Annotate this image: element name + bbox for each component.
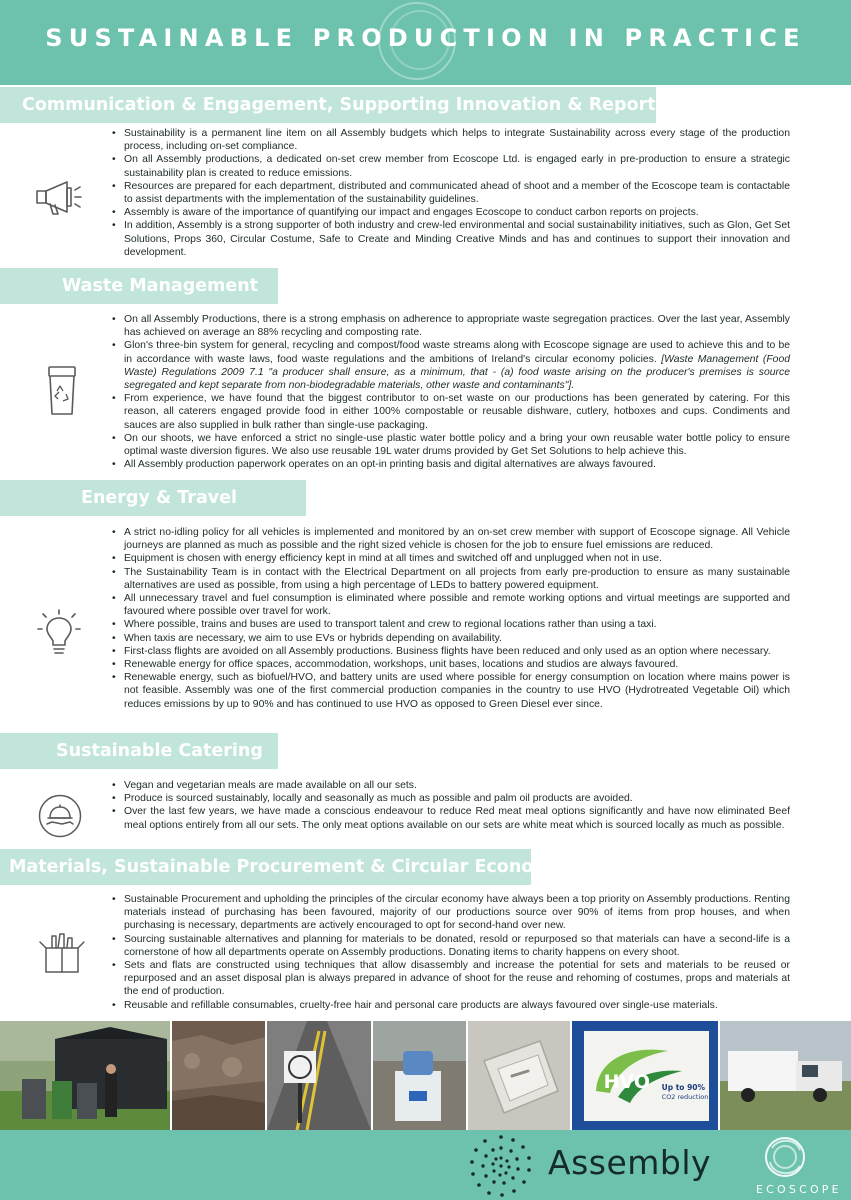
section-heading-catering: Sustainable Catering xyxy=(0,733,278,769)
list-item: • Reusable and refillable consumables, cruelty-free hair and personal care products are always favoured over single-use materials. xyxy=(110,999,790,1012)
assembly-logo-icon xyxy=(466,1132,536,1200)
list-item: • Sets and flats are constructed using techniques that allow disassembly and increase the potential for sets and materials to be reused or repurposed and an asset disposal plan is always prepared in advance of shoot for the reuse and rehoming of costumes, props and materials at the end of production. xyxy=(110,959,790,999)
list-item: • A strict no-idling policy for all vehicles is implemented and monitored by an on-set crew member with support of Ecoscope signage. All Vehicle journeys are planned as much as possible and the right sized vehicle is chosen for the job to ensure fuel emissions are reduced. xyxy=(110,526,790,552)
list-item: • When taxis are necessary, we aim to use EVs or hybrids depending on availability. xyxy=(110,632,790,645)
section-body-communication xyxy=(110,127,790,259)
cloche-icon xyxy=(38,794,82,838)
list-item: • Where possible, trains and buses are used to transport talent and crew to regional locations rather than using a taxi. xyxy=(110,618,790,631)
section-heading-waste: Waste Management xyxy=(0,268,278,304)
page-title: SUSTAINABLE PRODUCTION IN PRACTICE xyxy=(45,24,806,52)
ecoscope-logo-icon xyxy=(762,1134,808,1180)
box-icon xyxy=(38,930,86,974)
section-body-materials xyxy=(110,893,790,1012)
ecoscope-logo-text: ECOSCOPE xyxy=(756,1183,842,1196)
list-item: • Assembly is aware of the importance of quantifying our impact and engages Ecoscope to conduct carbon reports on projects. xyxy=(110,206,790,219)
photo-strip xyxy=(0,1021,851,1130)
list-item: • Vegan and vegetarian meals are made available on all our sets. xyxy=(110,779,790,792)
list-item: • Renewable energy for office spaces, accommodation, workshops, unit bases, locations and studios are always favoured. xyxy=(110,658,790,671)
section-body-energy xyxy=(110,526,790,711)
list-item: • Renewable energy, such as biofuel/HVO, and battery units are used where possible for energy consumption on location where mains power is not feasible. Assembly was one of the first commercial production companies in the country to use HVO (Hydrotreated Vegetable Oil) which reduces emissions by up to 90% and has continued to use HVO as opposed to Green Diesel ever since. xyxy=(110,671,790,711)
list-item: • Produce is sourced sustainably, locally and seasonally as much as possible and palm oil products are avoided. xyxy=(110,792,790,805)
footer-band xyxy=(0,1130,851,1200)
photo-bins-tent xyxy=(0,1021,170,1130)
hvo-reduction-text: Up to 90% xyxy=(661,1083,706,1092)
list-item: • From experience, we have found that the biggest contributor to on-set waste on our productions has been generated by catering. For this reason, all caterers engaged provide food in either 100% compostable or reusable dishware, cutlery, hotboxes and cups. Condiments and sauces are also supplied in bulk rather than single-use packaging. xyxy=(110,392,790,432)
section-heading-communication: Communication & Engagement, Supporting Innovation & Reporting xyxy=(0,87,656,123)
list-item: • On all Assembly productions, a dedicated on-set crew member from Ecoscope Ltd. is engaged early in pre-production to ensure a strategic sustainability plan is created to reduce emissions. xyxy=(110,153,790,179)
list-item: • Sustainable Procurement and upholding the principles of the circular economy have always been a top priority on Assembly productions. Renting materials instead of purchasing has been favoured, majority of our productions source over 90% of items from prop houses, and when purchasing is necessary, departments are actively encouraged to opt for second-hand over new. xyxy=(110,893,790,933)
list-item: • Over the last few years, we have made a conscious endeavour to reduce Red meat meal options significantly and have now eliminated Beef meal options entirely from all our sets. The only meat options available on our sets are white meat which is sourced locally as much as possible. xyxy=(110,805,790,831)
regulation-quote: [Waste Management (Food Waste) Regulations 2009 7.1 "a producer shall ensure, as a minimum, that - (a) food waste arising on the producer's premises is source segregated and kept separate from non-biodegradable materials, other waste and contaminants"]. xyxy=(124,353,790,392)
list-item: • Equipment is chosen with energy efficiency kept in mind at all times and switched off and unplugged when not in use. xyxy=(110,552,790,565)
list-item: • The Sustainability Team is in contact with the Electrical Department on all projects from early pre-production to ensure as many sustainable alternatives are used as possible, from using a high percentage of LEDs to battery powered equipment. xyxy=(110,566,790,592)
assembly-logo-text: Assembly xyxy=(548,1143,712,1182)
recycling-bin-icon xyxy=(46,364,78,416)
list-item: • All Assembly production paperwork operates on an opt-in printing basis and digital alternatives are always favoured. xyxy=(110,458,790,471)
list-item: • In addition, Assembly is a strong supporter of both industry and crew-led environmental and social sustainability initiatives, such as Glon, Get Set Solutions, Props 360, Circular Costume, Safe to Create and Minding Creative Minds and has and continues to support their innovation and development. xyxy=(110,219,790,259)
photo-no-idling-sign xyxy=(267,1021,371,1130)
section-body-waste xyxy=(110,313,790,471)
list-item: • Resources are prepared for each department, distributed and communicated ahead of shoot and a member of the Ecoscope team is contactable to assist departments with the implementation of the sustainability guidelines. xyxy=(110,180,790,206)
list-item-text: Glon's three-bin system for general, recycling and compost/food waste streams along with Ecoscope signage are used to achieve this and to be in accordance with waste laws, food waste regulations and the ambitions of Ireland's circular economy policies. xyxy=(124,340,790,365)
list-item: • All unnecessary travel and fuel consumption is eliminated where possible and remote working options and virtual meetings are supported and favoured where possible over travel for work. xyxy=(110,592,790,618)
lightbulb-icon xyxy=(37,608,81,658)
section-heading-energy: Energy & Travel xyxy=(0,480,306,516)
list-item: • Sustainability is a permanent line item on all Assembly budgets which helps to integrate Sustainability across every stage of the production process, including on-set compliance. xyxy=(110,127,790,153)
header-band xyxy=(0,0,851,85)
photo-water-drum xyxy=(373,1021,466,1130)
hvo-label: HVO xyxy=(603,1071,651,1093)
list-item: • On our shoots, we have enforced a strict no single-use plastic water bottle policy and a bring your own reusable water bottle policy to ensure optimal waste diversion figures. We also use reusable 19L water drums provided by Get Set Solutions to help achieve this. xyxy=(110,432,790,458)
list-item: • First-class flights are avoided on all Assembly productions. Business flights have been reduced and only used as an option where necessary. xyxy=(110,645,790,658)
section-heading-materials: Materials, Sustainable Procurement & Circular Economy xyxy=(0,849,531,885)
hvo-reduction-sub: CO2 reduction xyxy=(661,1093,709,1101)
megaphone-icon xyxy=(33,178,83,218)
photo-stone-wall xyxy=(172,1021,266,1130)
photo-compostable-tray xyxy=(468,1021,570,1130)
list-item: • Sourcing sustainable alternatives and planning for materials to be donated, resold or repurposed so that materials can have a second-life is a cornerstone of how all departments operate on Assembly productions. Donating items to charity happens on every shoot. xyxy=(110,933,790,959)
list-item xyxy=(110,339,790,392)
section-body-catering xyxy=(110,779,790,832)
list-item: • On all Assembly Productions, there is a strong emphasis on adherence to appropriate waste segregation practices. Over the last year, Assembly has achieved on average an 88% recycling and composting rate. xyxy=(110,313,790,339)
photo-catering-truck xyxy=(720,1021,851,1130)
photo-hvo-sign xyxy=(572,1021,719,1130)
